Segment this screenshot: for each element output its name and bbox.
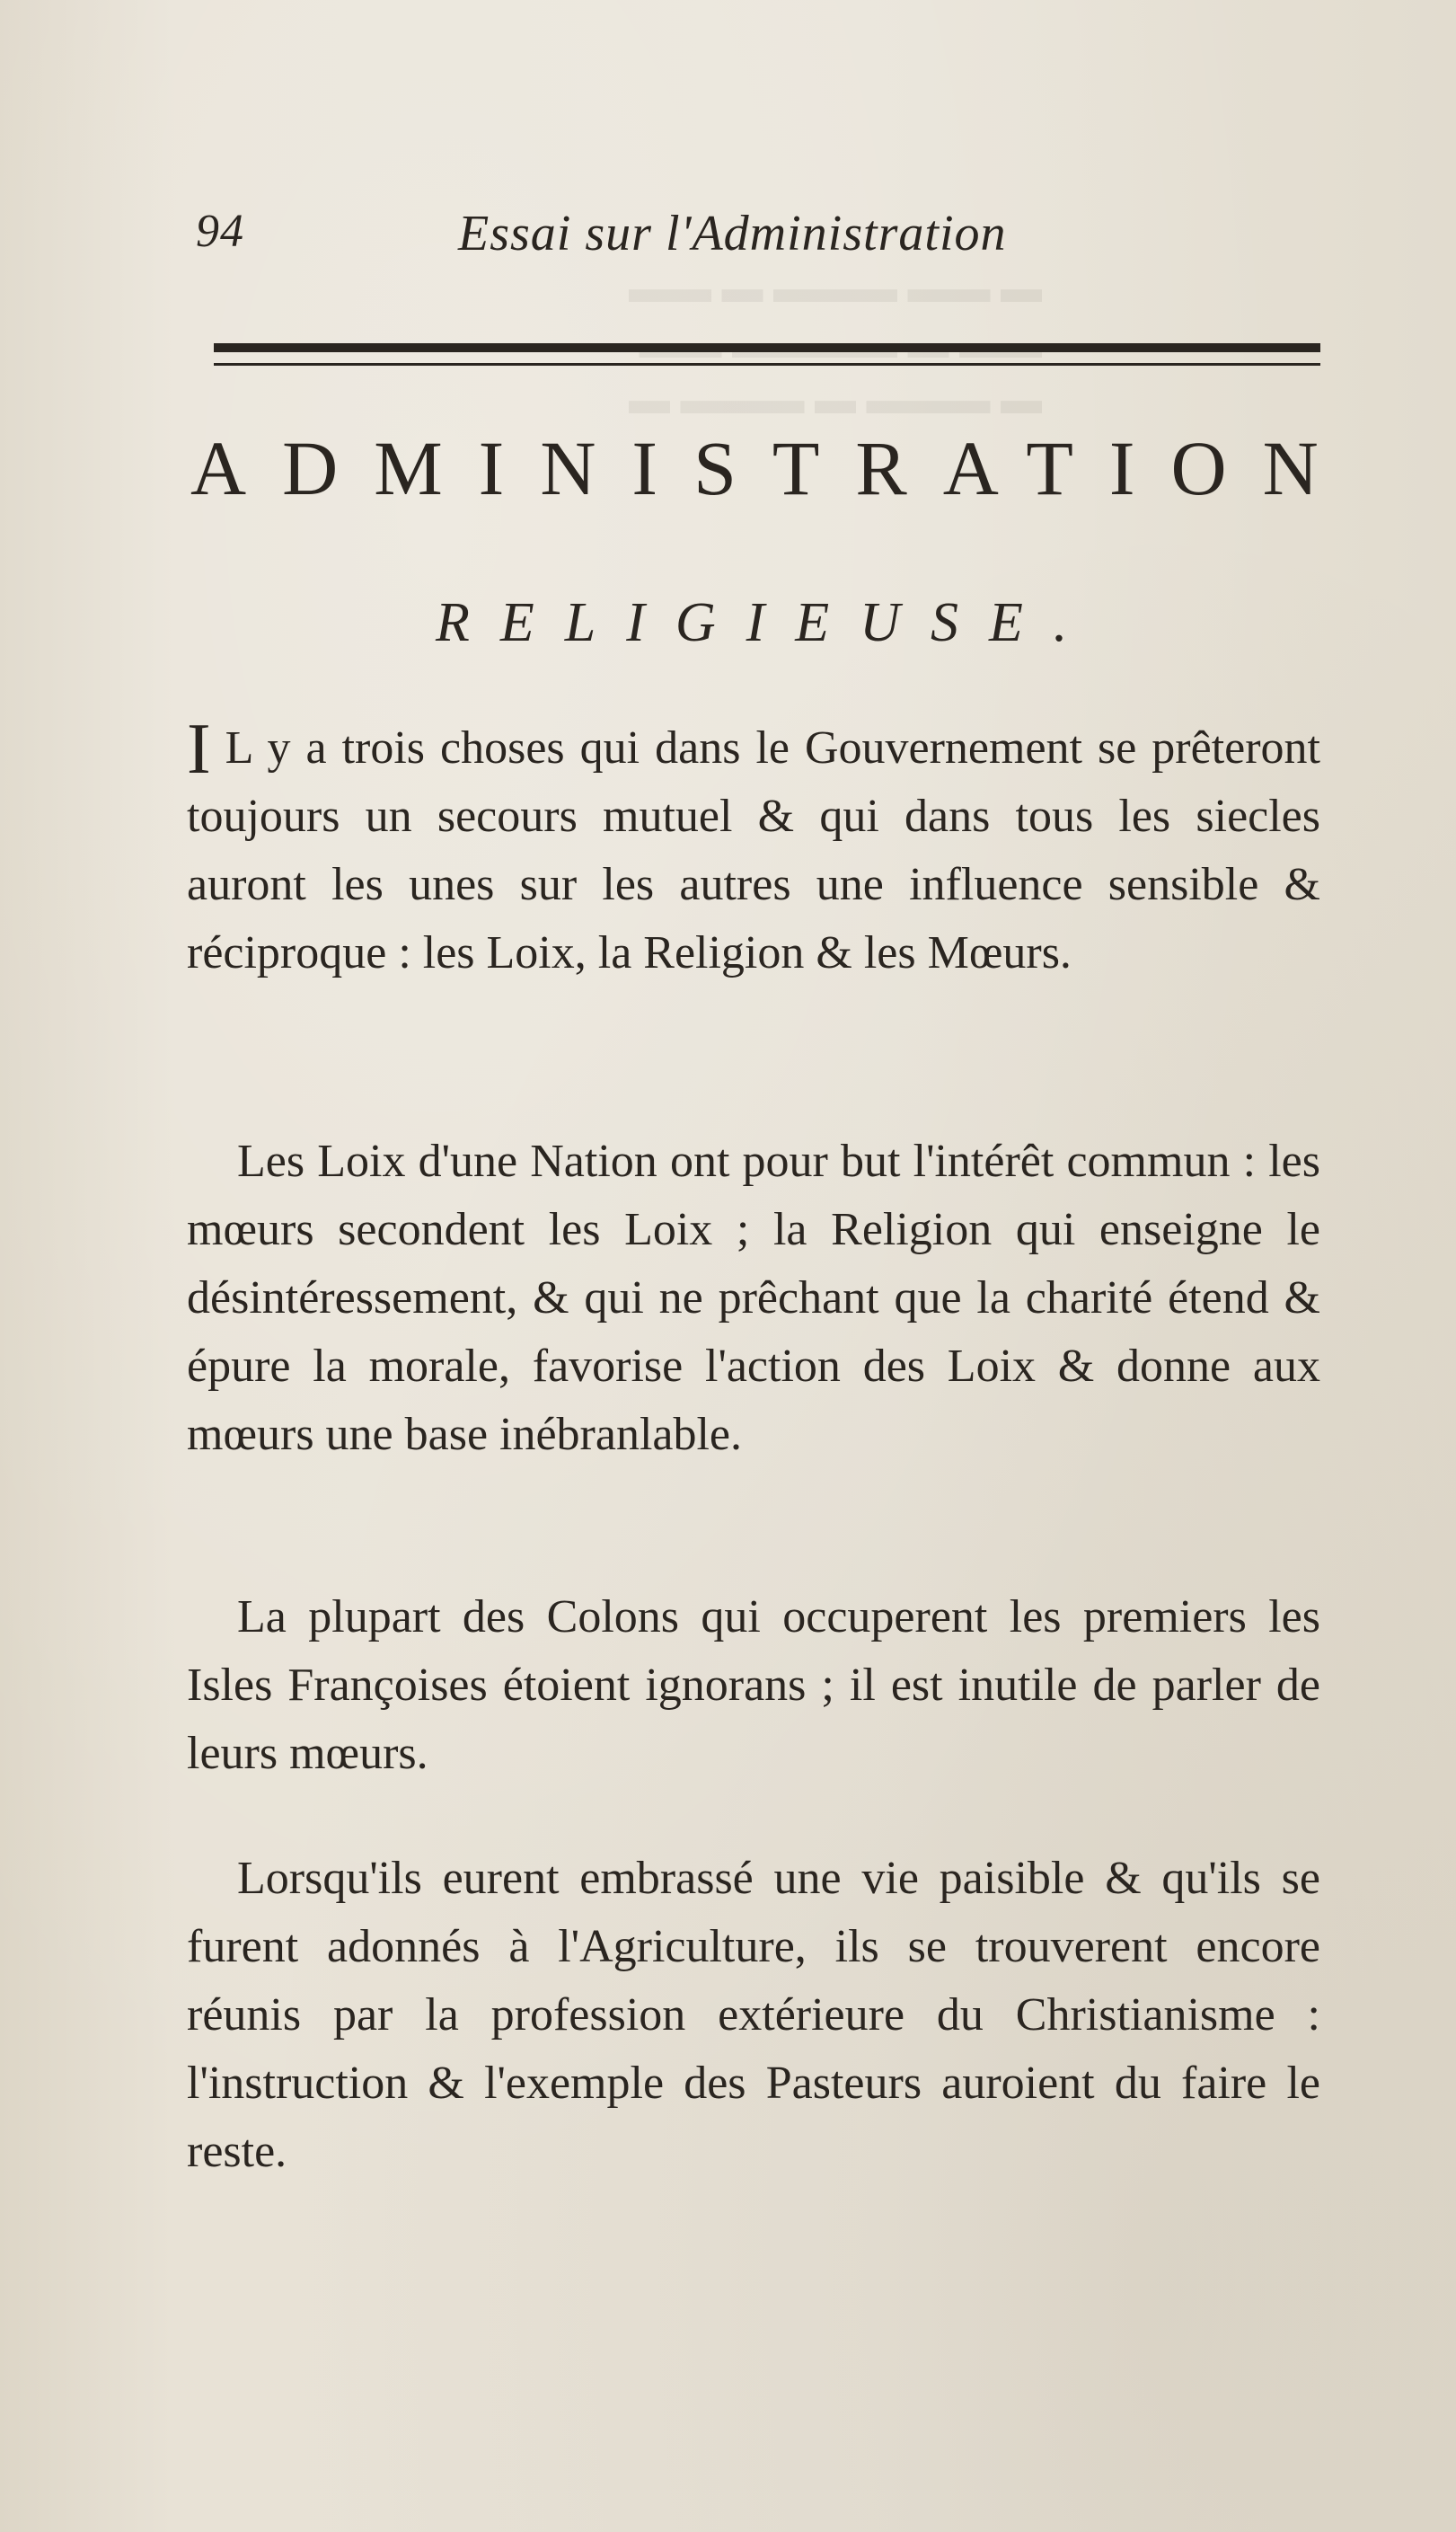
paragraph-4: Lorsqu'ils eurent embrassé une vie paisible & qu'ils se furent adonnés à l'Agriculture, ils se trouverent encore réunis par la profession extérieure du Christianisme : l'instruction & l'exemple des Pasteurs auroient du faire le reste. <box>187 1853 1320 2177</box>
chapter-heading: ADMINISTRATION <box>190 425 1355 511</box>
paragraph-1-text: L y a trois choses qui dans le Gouvernement se prêteront toujours un secours mutuel & qui dans tous les siecles auront les unes sur les autres une influence sensible & réciproque : les Loix, la Religion & les Mœurs. <box>187 722 1320 978</box>
drop-cap-initial: I <box>187 710 211 789</box>
running-title: Essai sur l'Administration <box>458 206 1007 261</box>
header-rule-thin <box>214 363 1320 366</box>
paragraph-1 <box>187 710 1320 987</box>
paragraph-3: La plupart des Colons qui occuperent les premiers les Isles Françoises étoient ignorans ; il est inutile de parler de leurs mœurs. <box>187 1591 1320 1779</box>
page-number: 94 <box>196 206 244 257</box>
chapter-subheading: RELIGIEUSE. <box>436 592 1099 653</box>
bleed-through-shadow: ▬ ▬▬ ▬▬▬ ▬ ▬▬ ▬ ▬▬▬ ▬ ▬▬▬ ▬ <box>629 265 1042 422</box>
header-rule-thick <box>214 343 1320 352</box>
running-head <box>196 205 1319 268</box>
paragraph-2: Les Loix d'une Nation ont pour but l'intérêt commun : les mœurs secondent les Loix ; la Religion qui enseigne le désintéressement, & qui ne prêchant que la charité étend & épure la morale, favorise l'action des Loix & donne aux mœurs une base inébranlable. <box>187 1136 1320 1460</box>
